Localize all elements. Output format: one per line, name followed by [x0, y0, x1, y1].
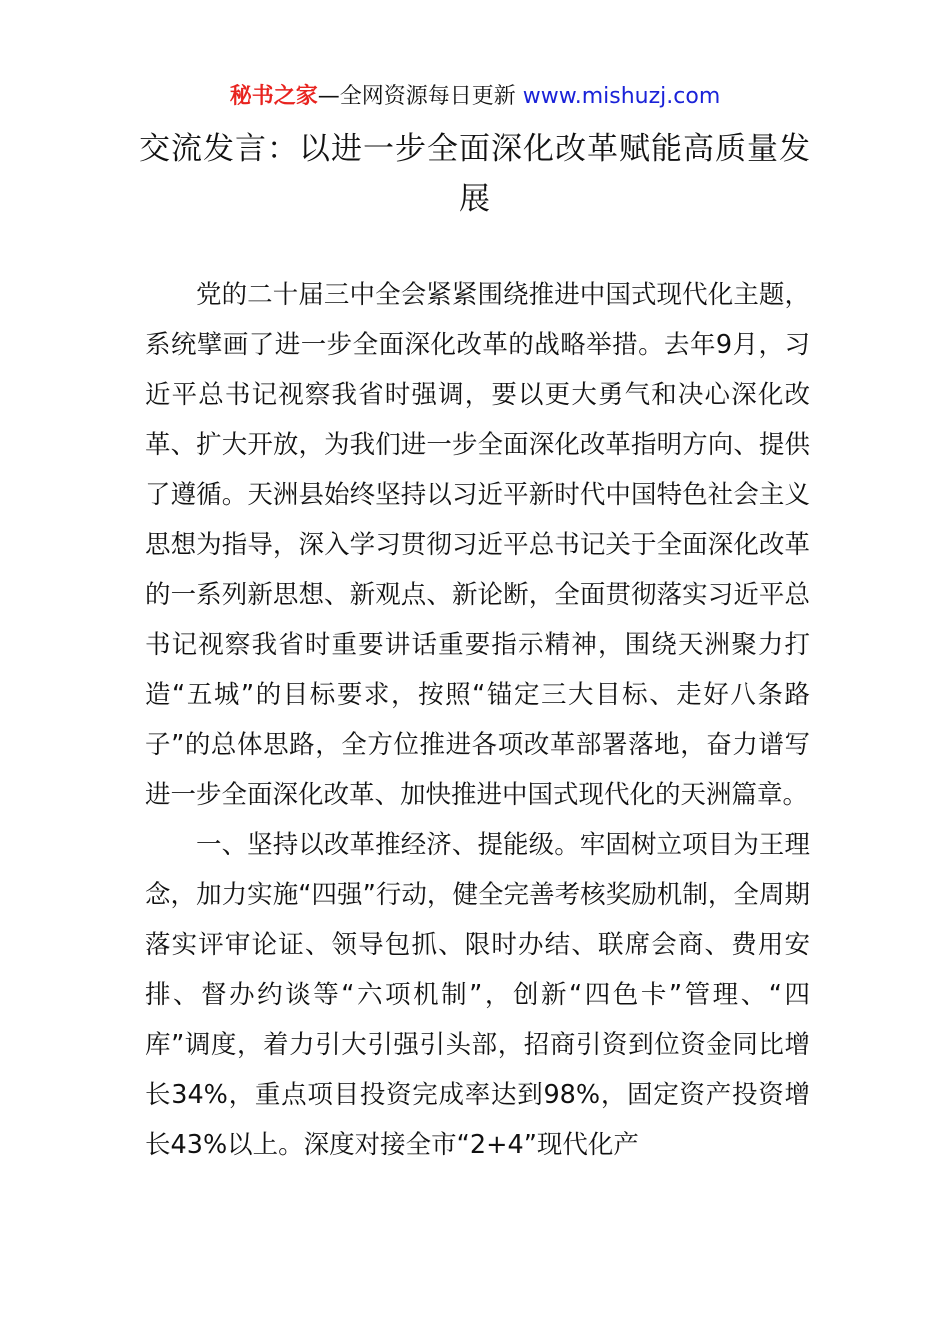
document-body [145, 270, 810, 1170]
site-url-link[interactable]: www.mishuzj.com [522, 84, 721, 109]
brand-name: 秘书之家 [229, 84, 318, 109]
site-header [0, 82, 950, 112]
header-tagline: —全网资源每日更新 [317, 84, 516, 109]
paragraph-section-one: 一、坚持以改革推经济、提能级。牢固树立项目为王理念，加力实施“四强”行动，健全完善考核奖励机制，全周期落实评审论证、领导包抓、限时办结、联席会商、费用安排、督办约谈等“六项机制”，创新“四色卡”管理、“四库”调度，着力引大引强引头部，招商引资到位资金同比增长34%，重点项目投资完成率达到98%，固定资产投资增长43%以上。深度对接全市“2+4”现代化产 [145, 830, 810, 1160]
document-title: 交流发言：以进一步全面深化改革赋能高质量发展 [139, 131, 811, 217]
paragraph-intro: 党的二十届三中全会紧紧围绕推进中国式现代化主题，系统擘画了进一步全面深化改革的战略举措。去年9月，习近平总书记视察我省时强调，要以更大勇气和决心深化改革、扩大开放，为我们进一步全面深化改革指明方向、提供了遵循。天洲县始终坚持以习近平新时代中国特色社会主义思想为指导，深入学习贯彻习近平总书记关于全面深化改革的一系列新思想、新观点、新论断，全面贯彻落实习近平总书记视察我省时重要讲话重要指示精神，围绕天洲聚力打造“五城”的目标要求，按照“锚定三大目标、走好八条路子”的总体思路，全方位推进各项改革部署落地，奋力谱写进一步全面深化改革、加快推进中国式现代化的天洲篇章。 [145, 280, 810, 810]
